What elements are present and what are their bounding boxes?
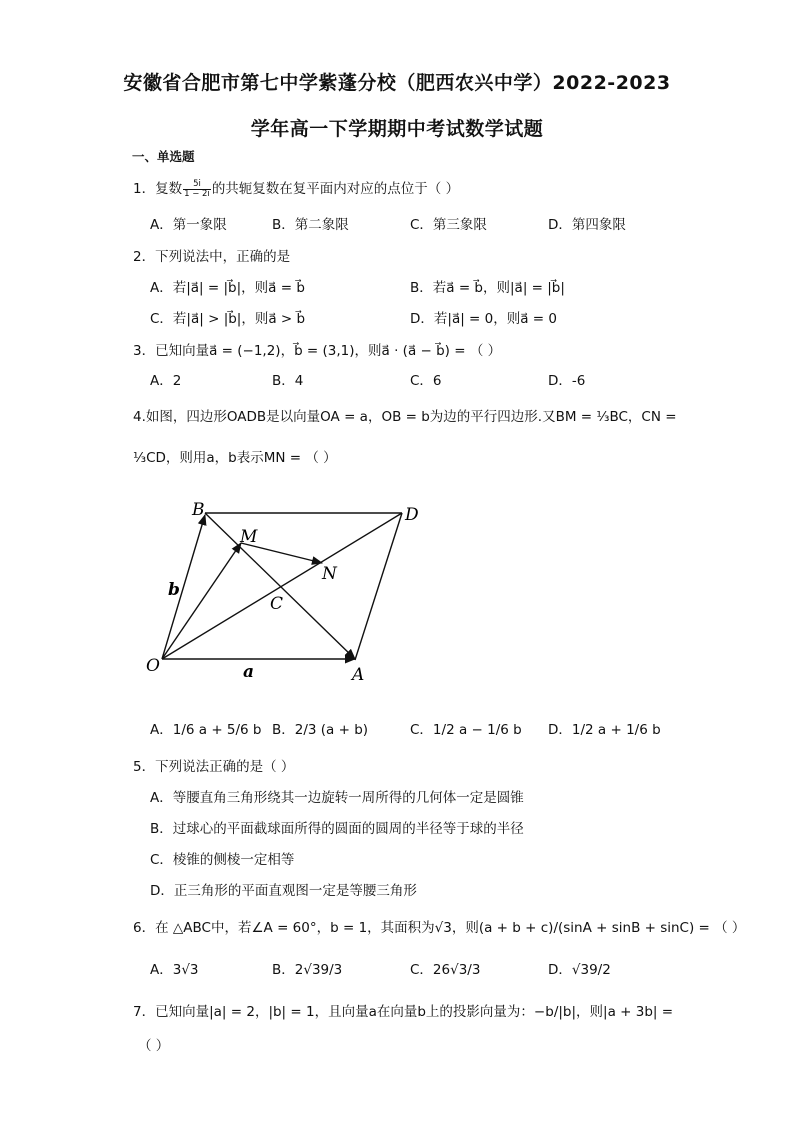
q4-option-a: A．1/6 a + 5/6 b bbox=[150, 722, 262, 738]
q3-stem: 3．已知向量a⃗ = (−1,2)，b⃗ = (3,1)，则a⃗ · (a⃗ − b⃗) = （ ） bbox=[133, 343, 502, 359]
q2-option-b: B．若a⃗ = b⃗，则|a⃗| = |b⃗| bbox=[410, 280, 565, 296]
label-d: D bbox=[405, 505, 419, 525]
label-n: N bbox=[322, 564, 337, 584]
q2-stem: 2．下列说法中，正确的是 bbox=[133, 249, 291, 265]
q7-stem-line-1: 7．已知向量|a| = 2，|b| = 1，且向量a在向量b上的投影向量为：−b/|b|，则|a + 3b| = bbox=[133, 1004, 674, 1020]
q3-option-b: B．4 bbox=[272, 373, 304, 389]
label-o: O bbox=[146, 656, 160, 676]
q4-option-d: D．1/2 a + 1/6 b bbox=[548, 722, 661, 738]
q1-option-c: C．第三象限 bbox=[410, 217, 487, 233]
parallelogram-figure bbox=[140, 495, 440, 690]
q4-stem-line-1: 4.如图，四边形OADB是以向量OA = a，OB = b为边的平行四边形.又BM = ⅓BC，CN = bbox=[133, 409, 677, 425]
q1-stem: 1．复数 $\frac{5i}{1 - 2i}$ 的共轭复数在复平面内对应的点位于（ ） bbox=[133, 178, 460, 199]
label-a-vector: a bbox=[243, 662, 255, 682]
q4-stem-line-2: ⅓CD，则用a，b表示MN = （ ） bbox=[133, 450, 337, 466]
diagonal-ba bbox=[205, 513, 355, 659]
q2-option-d: D．若|a⃗| = 0，则a⃗ = 0 bbox=[410, 311, 558, 327]
title-line-2: 学年高一下学期期中考试数学试题 bbox=[250, 118, 544, 140]
label-m: M bbox=[240, 527, 258, 547]
q5-option-a: A．等腰直角三角形绕其一边旋转一周所得的几何体一定是圆锥 bbox=[150, 790, 524, 806]
diagonal-od bbox=[162, 513, 402, 659]
q4-option-c: C．1/2 a − 1/6 b bbox=[410, 722, 522, 738]
q6-option-a: A．3√3 bbox=[150, 962, 199, 978]
section-heading: 一、单选题 bbox=[132, 149, 195, 164]
q2-option-c: C．若|a⃗| > |b⃗|，则a⃗ > b⃗ bbox=[150, 311, 306, 327]
side-da bbox=[355, 513, 402, 660]
label-a-point: A bbox=[352, 665, 365, 685]
q6-option-c: C．26√3/3 bbox=[410, 962, 481, 978]
label-c: C bbox=[270, 594, 284, 614]
label-b-vector: b bbox=[168, 580, 180, 600]
q5-option-b: B．过球心的平面截球面所得的圆面的圆周的半径等于球的半径 bbox=[150, 821, 524, 837]
q3-option-d: D．-6 bbox=[548, 373, 586, 389]
q2-option-a: A．若|a⃗| = |b⃗|，则a⃗ = b⃗ bbox=[150, 280, 305, 296]
q1-option-b: B．第二象限 bbox=[272, 217, 349, 233]
q3-option-c: C．6 bbox=[410, 373, 442, 389]
q6-option-b: B．2√39/3 bbox=[272, 962, 343, 978]
q1-fraction: $\frac{5i}{1 - 2i}$ bbox=[184, 178, 210, 199]
q7-stem-line-2: （ ） bbox=[138, 1038, 170, 1054]
q5-option-d: D．正三角形的平面直观图一定是等腰三角形 bbox=[150, 883, 417, 899]
vector-om bbox=[162, 543, 241, 659]
q6-option-d: D．√39/2 bbox=[548, 962, 611, 978]
q1-option-d: D．第四象限 bbox=[548, 217, 626, 233]
q3-option-a: A．2 bbox=[150, 373, 182, 389]
q5-option-c: C．棱锥的侧棱一定相等 bbox=[150, 852, 295, 868]
q1-option-a: A．第一象限 bbox=[150, 217, 227, 233]
q6-stem: 6．在 △ABC中，若∠A = 60°，b = 1，其面积为√3，则(a + b + c)/(sinA + sinB + sinC) = （ ） bbox=[133, 920, 746, 936]
title-line-1: 安徽省合肥市第七中学紫蓬分校（肥西农兴中学）2022-2023 bbox=[123, 72, 671, 94]
q4-option-b: B．2/3 (a + b) bbox=[272, 722, 369, 738]
q5-stem: 5．下列说法正确的是（ ） bbox=[133, 759, 295, 775]
label-b-point: B bbox=[192, 500, 205, 520]
